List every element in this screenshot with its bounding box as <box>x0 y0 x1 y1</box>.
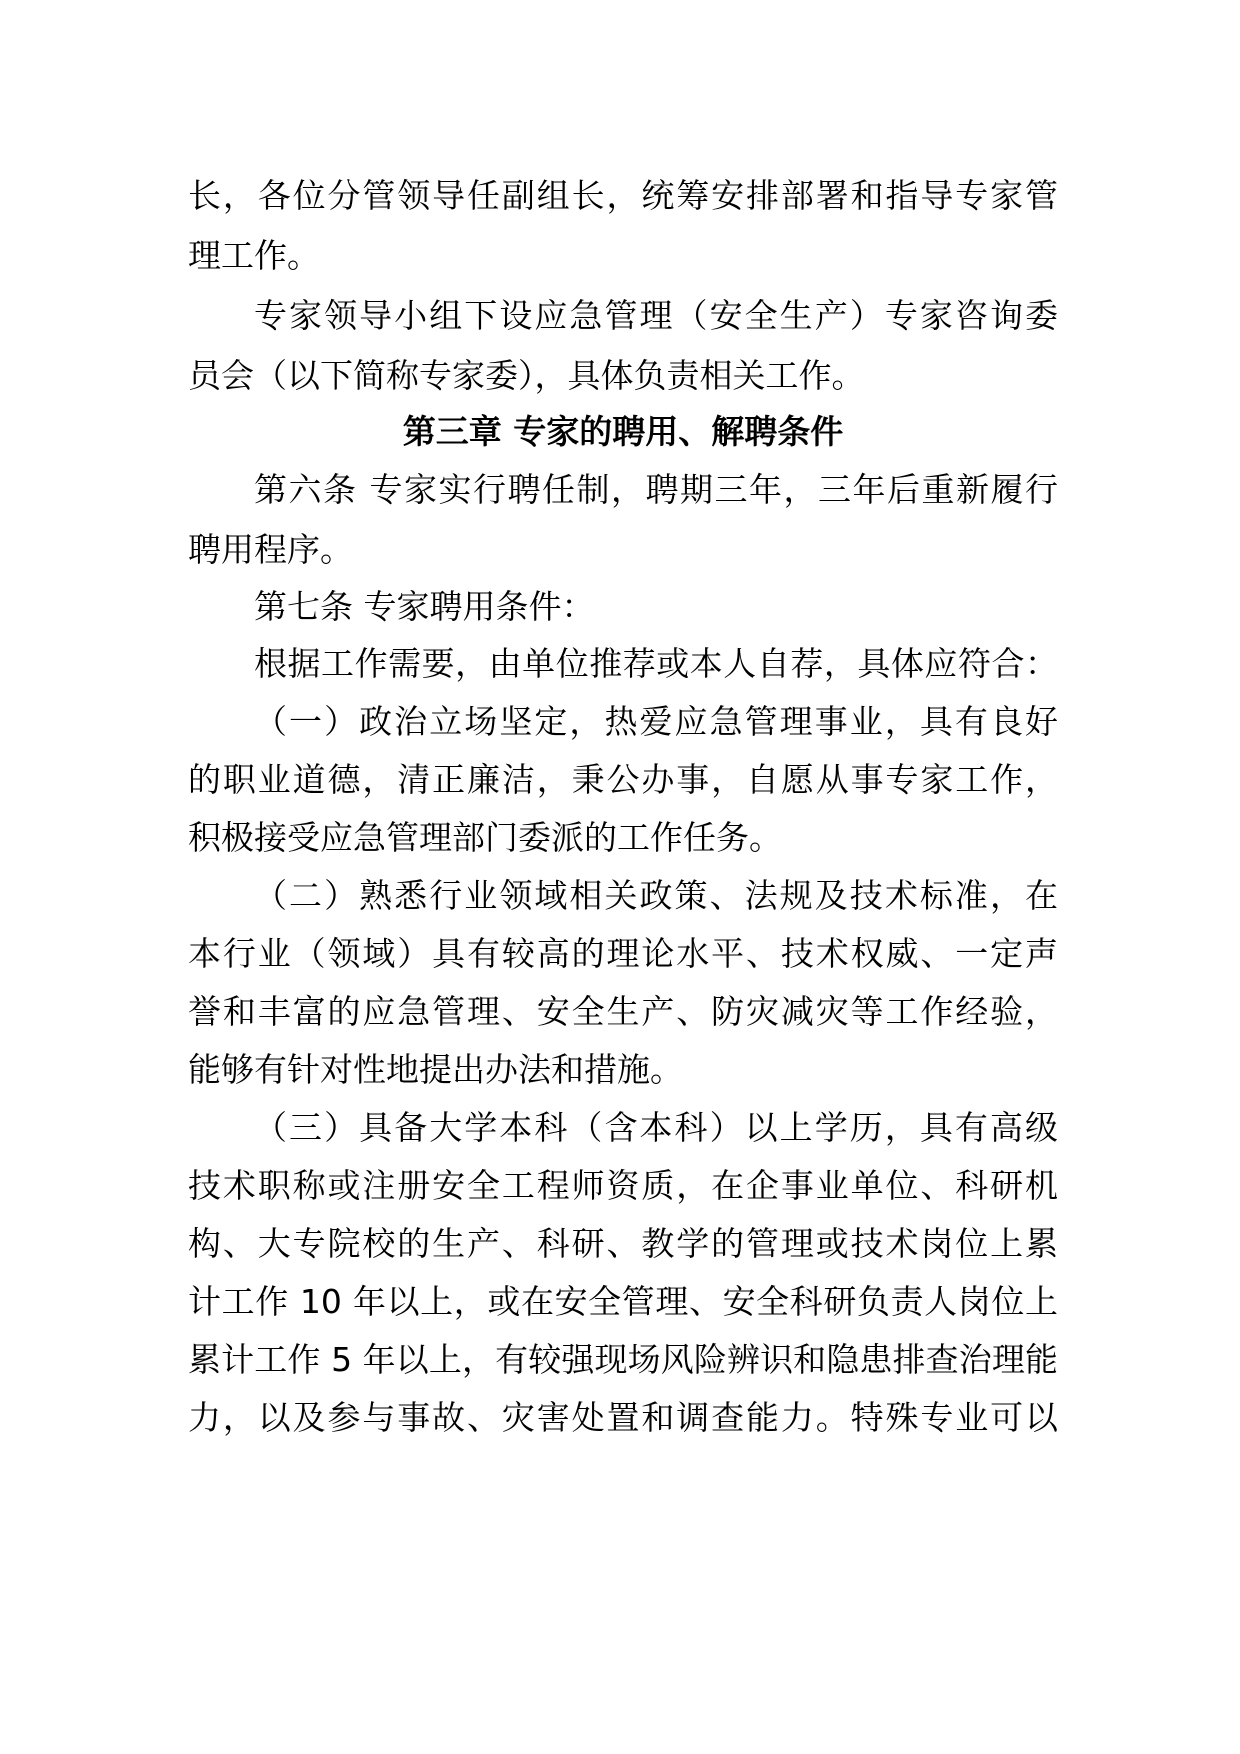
body-line: 本行业（领域）具有较高的理论水平、技术权威、一定声 <box>188 934 1058 973</box>
paragraph-start-line: 专家领导小组下设应急管理（安全生产）专家咨询委 <box>254 296 1058 335</box>
body-line: 积极接受应急管理部门委派的工作任务。 <box>188 818 782 857</box>
body-line: 聘用程序。 <box>188 530 353 569</box>
body-line: 的职业道德，清正廉洁，秉公办事，自愿从事专家工作， <box>188 760 1058 799</box>
body-line: 长，各位分管领导任副组长，统筹安排部署和指导专家管 <box>188 176 1058 215</box>
body-line: 誉和丰富的应急管理、安全生产、防灾减灾等工作经验， <box>188 992 1058 1031</box>
article-line: 第七条 专家聘用条件： <box>254 587 595 626</box>
body-line: 能够有针对性地提出办法和措施。 <box>188 1050 683 1089</box>
list-item-line: （三）具备大学本科（含本科）以上学历，具有高级 <box>254 1108 1058 1147</box>
body-line: 员会（以下简称专家委），具体负责相关工作。 <box>188 356 865 395</box>
body-line: 力，以及参与事故、灾害处置和调查能力。特殊专业可以 <box>188 1398 1058 1437</box>
body-line: 累计工作 5 年以上，有较强现场风险辨识和隐患排查治理能 <box>188 1340 1058 1379</box>
body-line: 理工作。 <box>188 236 320 275</box>
chapter-heading: 第三章 专家的聘用、解聘条件 <box>402 412 844 451</box>
body-line: 技术职称或注册安全工程师资质，在企事业单位、科研机 <box>188 1166 1058 1205</box>
list-item-line: （一）政治立场坚定，热爱应急管理事业，具有良好 <box>254 702 1058 741</box>
paragraph-start-line: 根据工作需要，由单位推荐或本人自荐，具体应符合： <box>254 644 1058 683</box>
article-line: 第六条 专家实行聘任制，聘期三年，三年后重新履行 <box>254 470 1058 509</box>
body-line: 构、大专院校的生产、科研、教学的管理或技术岗位上累 <box>188 1224 1058 1263</box>
body-line: 计工作 10 年以上，或在安全管理、安全科研负责人岗位上 <box>188 1282 1058 1321</box>
list-item-line: （二）熟悉行业领域相关政策、法规及技术标准，在 <box>254 876 1058 915</box>
